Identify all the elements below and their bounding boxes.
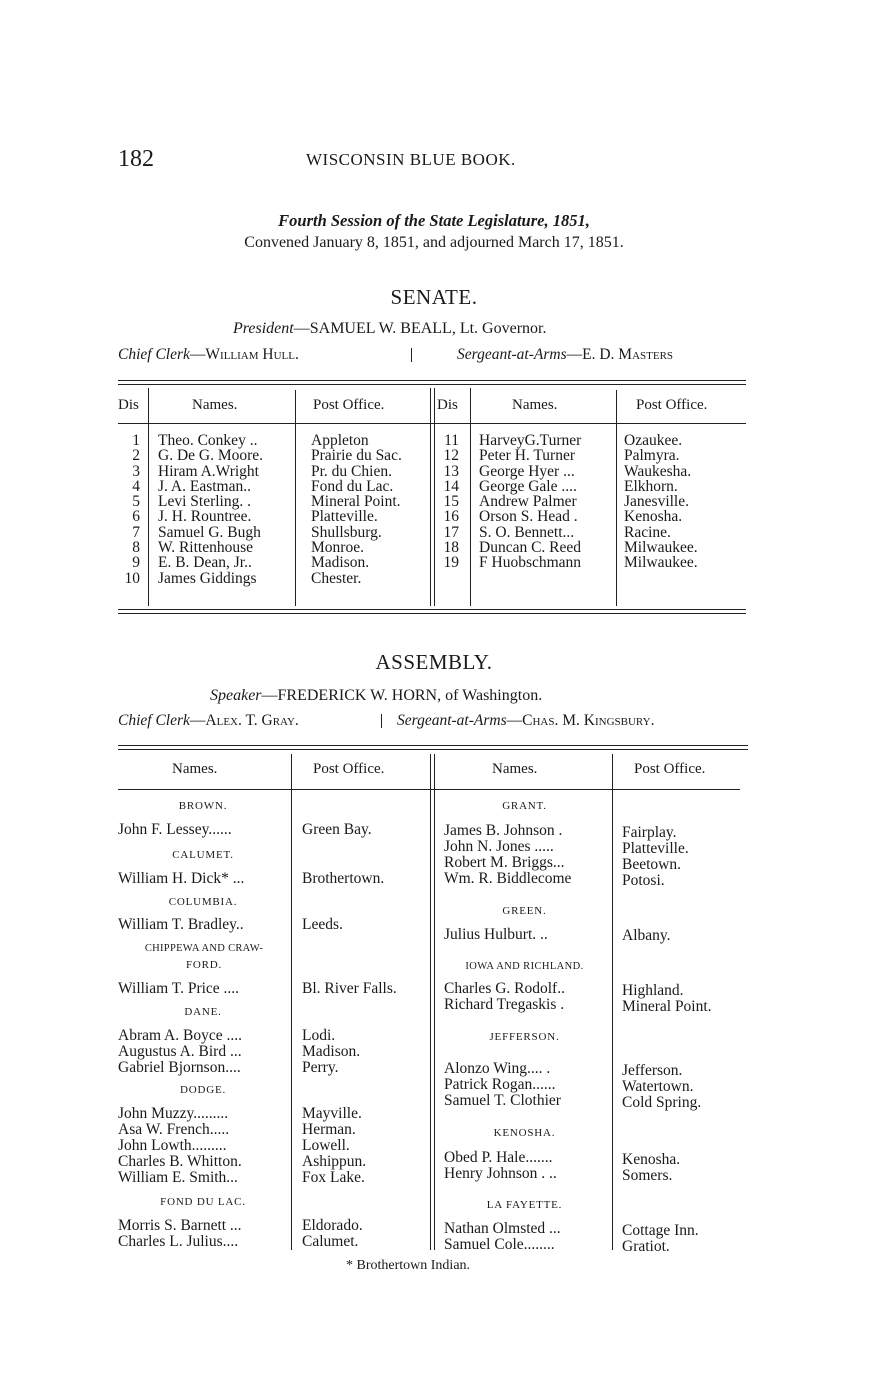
district-number: 7 [132,523,140,541]
district-number: 1 [132,432,140,449]
member-name: William H. Dick* ... [118,870,245,887]
post-office: Ozaukee. [624,432,683,449]
chief-clerk-name: —Alex. T. Gray. [189,712,299,729]
member-row [118,1169,238,1187]
assembly-top-rule-2 [118,749,748,750]
officers-divider [381,714,382,728]
member-row [444,1236,555,1254]
senate-top-rule-2 [118,384,746,385]
member-name: Augustus A. Bird ... [118,1043,242,1060]
member-name: Alonzo Wing.... . [444,1060,551,1077]
member-post: Green Bay. [302,821,372,838]
senator-name: W. Rittenhouse [158,539,254,557]
member-name: John Lowth......... [118,1137,227,1154]
member-name: Asa W. French..... [118,1121,230,1138]
table-row [118,509,402,524]
member-post: Beetown. [622,856,681,873]
senate-table-right [437,433,698,571]
senator-name: J. A. Eastman.. [158,477,251,495]
member-name: Morris S. Barnett ... [118,1217,242,1234]
county-heading [118,1084,288,1096]
post-office: Fond du Lac. [311,477,394,495]
senate-header-rule [118,423,746,424]
sergeant-name: —Chas. M. Kingsbury. [506,712,655,729]
member-name: Richard Tregaskis . [444,996,565,1013]
district-number: 10 [124,569,140,587]
senate-top-rule [118,380,746,381]
session-title: Fourth Session of the State Legislature, 1851, [278,211,590,230]
post-office: Platteville. [311,508,378,526]
member-post: Bl. River Falls. [302,980,397,997]
county-label: BROWN. [178,800,228,812]
member-post: Herman. [302,1121,356,1138]
post-office: Madison. [311,554,370,572]
county-label: CALUMET. [172,849,234,861]
member-post: Calumet. [302,1233,359,1250]
post-office: Shullsburg. [311,523,382,541]
table-row [437,525,698,540]
senate-table-left [118,433,402,586]
district-number: 12 [443,447,459,465]
member-name: Charles G. Rodolf.. [444,980,565,997]
county-label: LA FAYETTE. [486,1199,563,1211]
member-row [118,980,239,998]
county-heading [118,800,288,812]
member-name: Charles L. Julius.... [118,1233,239,1250]
senate-bottom-rule-2 [118,613,746,614]
sergeant-label: Sergeant-at-Arms [457,346,567,363]
table-row [437,494,698,509]
table-row [437,448,698,463]
member-name: John Muzzy......... [118,1105,229,1122]
senator-name: Peter H. Turner [479,447,576,465]
senator-name: Andrew Palmer [479,493,577,511]
county-heading [118,896,288,908]
member-post: Ashippun. [302,1153,367,1170]
member-name: Samuel Cole........ [444,1236,555,1253]
member-row [118,821,232,839]
county-label: GREEN. [502,905,547,917]
post-office: Racine. [624,523,671,541]
district-number: 3 [132,462,140,480]
speaker-name: —FREDERICK W. HORN, of Washington. [261,687,543,704]
assembly-header-post: Post Office. [634,761,706,777]
member-name: Henry Johnson . .. [444,1165,557,1182]
member-row [118,916,244,934]
county-label: IOWA AND RICHLAND. [465,961,584,972]
post-office: Pr. du Chien. [311,462,392,480]
sergeant-name: —E. D. Masters [566,346,674,363]
county-label: JEFFERSON. [489,1031,560,1043]
senate-header-post: Post Office. [313,397,385,413]
table-row [437,540,698,555]
post-office: Palmyra. [624,447,680,465]
table-row [118,494,402,509]
county-heading [437,905,612,917]
county-label: FORD. [185,959,223,971]
post-office: Janesville. [624,493,689,511]
senator-name: HarveyG.Turner [479,432,582,449]
chief-clerk-label: Chief Clerk [118,346,190,363]
senate-bottom-rule [118,609,746,610]
running-title: WISCONSIN BLUE BOOK. [306,150,516,169]
senate-header-post: Post Office. [636,397,708,413]
member-post: Brothertown. [302,870,385,887]
senator-name: E. B. Dean, Jr.. [158,554,252,572]
district-number: 14 [443,477,459,495]
senate-officers [118,346,299,364]
post-office: Chester. [311,569,362,587]
district-number: 11 [444,432,459,449]
senator-name: Samuel G. Bugh [158,523,261,541]
footnote: * Brothertown Indian. [346,1258,471,1273]
member-post: Fox Lake. [302,1169,365,1186]
senate-col-divider [434,388,435,606]
table-row [437,555,698,570]
county-heading [437,961,612,972]
assembly-header-names: Names. [492,761,538,777]
post-office: Appleton [311,432,369,449]
table-row [437,433,698,448]
senator-name: Orson S. Head . [479,508,578,526]
post-office: Milwaukee. [624,539,698,557]
district-number: 2 [132,447,140,465]
president-name: —SAMUEL W. BEALL, Lt. Governor. [293,320,547,337]
senator-name: Theo. Conkey .. [158,432,258,449]
senate-header-dis: Dis [118,397,139,413]
county-heading [437,1127,612,1139]
county-label: GRANT. [502,800,547,812]
member-name: Robert M. Briggs... [444,854,565,871]
member-name: Wm. R. Biddlecome [444,870,572,887]
county-label: DANE. [184,1006,222,1018]
table-row [118,525,402,540]
senator-name: S. O. Bennett... [479,523,575,541]
county-label: KENOSHA. [493,1127,556,1139]
member-row [444,1092,561,1110]
chief-clerk-name: —William Hull. [189,346,299,363]
assembly-sergeant [397,712,654,730]
member-post: Cold Spring. [622,1094,702,1111]
member-name: Obed P. Hale....... [444,1149,553,1166]
member-post: Albany. [622,927,671,944]
district-number: 4 [132,477,140,495]
member-name: Gabriel Bjornson.... [118,1059,241,1076]
district-number: 6 [132,508,140,526]
assembly-header-post: Post Office. [313,761,385,777]
county-heading [437,1031,612,1043]
post-office: Kenosha. [624,508,683,526]
member-name: James B. Johnson . [444,822,563,839]
sergeant-label: Sergeant-at-Arms [397,712,507,729]
assembly-chief-clerk [118,712,299,730]
table-row [118,448,402,463]
member-row [118,1233,238,1251]
district-number: 18 [443,539,459,557]
member-post: Perry. [302,1059,339,1076]
member-post: Cottage Inn. [622,1222,699,1239]
speaker-label: Speaker [210,687,262,704]
table-row [437,464,698,479]
assembly-top-rule [118,745,748,746]
member-name: Samuel T. Clothier [444,1092,561,1109]
county-heading [118,943,290,954]
member-post: Eldorado. [302,1217,363,1234]
post-office: Mineral Point. [311,493,401,511]
member-post: Potosi. [622,872,665,889]
member-post: Platteville. [622,840,689,857]
district-number: 13 [443,462,459,480]
senator-name: Hiram A.Wright [158,462,259,480]
senator-name: F Huobschmann [479,554,582,572]
member-name: Patrick Rogan...... [444,1076,556,1093]
county-label: FOND DU LAC. [160,1196,246,1208]
district-number: 5 [132,493,140,511]
post-office: Prairie du Sac. [311,447,402,465]
table-row [118,479,402,494]
table-row [118,540,402,555]
county-heading [118,959,290,971]
district-number: 19 [443,554,459,572]
district-number: 17 [443,523,459,541]
table-row [437,479,698,494]
senate-sergeant [457,346,673,364]
senate-president [233,320,546,338]
assembly-col-divider [291,754,292,1250]
district-number: 9 [132,554,140,572]
senator-name: J. H. Rountree. [158,508,252,526]
county-heading [118,849,288,861]
member-name: William T. Bradley.. [118,916,244,933]
member-post: Kenosha. [622,1151,681,1168]
county-label: COLUMBIA. [168,896,238,908]
member-row [444,996,564,1014]
member-post: Somers. [622,1167,673,1184]
member-row [444,926,548,944]
senate-col-divider [430,388,431,606]
officers-divider [411,348,412,362]
post-office: Elkhorn. [624,477,678,495]
senator-name: James Giddings [158,569,257,587]
member-name: Charles B. Whitton. [118,1153,242,1170]
post-office: Milwaukee. [624,554,698,572]
senate-heading: SENATE. [390,285,478,309]
assembly-header-names: Names. [172,761,218,777]
table-row [118,433,402,448]
member-post: Madison. [302,1043,361,1060]
page-number: 182 [118,146,154,172]
member-post: Mineral Point. [622,998,712,1015]
senator-name: George Gale .... [479,477,577,495]
assembly-col-divider [430,754,431,1250]
assembly-speaker [210,687,542,705]
assembly-heading: ASSEMBLY. [375,650,493,674]
senator-name: George Hyer ... [479,462,575,480]
post-office: Waukesha. [624,462,692,480]
member-post: Lowell. [302,1137,350,1154]
assembly-col-divider [612,754,613,1250]
member-row [118,870,244,888]
table-row [118,464,402,479]
senator-name: Levi Sterling. . [158,493,251,511]
table-row [437,509,698,524]
member-name: William E. Smith... [118,1169,238,1186]
member-post: Lodi. [302,1027,336,1044]
member-post: Highland. [622,982,684,999]
senate-header-names: Names. [512,397,558,413]
member-name: John N. Jones ..... [444,838,554,855]
senate-header-dis: Dis [437,397,458,413]
member-name: Julius Hulburt. .. [444,926,548,943]
member-row [118,1059,241,1077]
senator-name: G. De G. Moore. [158,447,264,465]
senate-header-names: Names. [192,397,238,413]
chief-clerk-label: Chief Clerk [118,712,190,729]
member-post: Jefferson. [622,1062,683,1079]
member-post: Leeds. [302,916,343,933]
member-row [444,870,571,888]
district-number: 8 [132,539,140,557]
county-heading [118,1006,288,1018]
member-post: Mayville. [302,1105,362,1122]
post-office: Monroe. [311,539,364,557]
member-name: John F. Lessey...... [118,821,232,838]
county-heading [118,1196,288,1208]
assembly-col-divider [434,754,435,1250]
member-name: Nathan Olmsted ... [444,1220,561,1237]
session-dates: Convened January 8, 1851, and adjourned March 17, 1851. [244,234,624,251]
member-post: Fairplay. [622,824,677,841]
member-row [444,1165,557,1183]
president-label: President [233,320,294,337]
county-label: CHIPPEWA AND CRAW- [144,943,264,954]
member-name: Abram A. Boyce .... [118,1027,242,1044]
member-name: William T. Price .... [118,980,240,997]
district-number: 15 [443,493,459,511]
county-label: DODGE. [179,1084,227,1096]
district-number: 16 [443,508,459,526]
member-post: Watertown. [622,1078,694,1095]
senator-name: Duncan C. Reed [479,539,582,557]
county-heading [437,1199,612,1211]
county-heading [437,800,612,812]
table-row [118,571,402,586]
member-post: Gratiot. [622,1238,670,1255]
table-row [118,555,402,570]
assembly-header-rule [118,789,740,790]
